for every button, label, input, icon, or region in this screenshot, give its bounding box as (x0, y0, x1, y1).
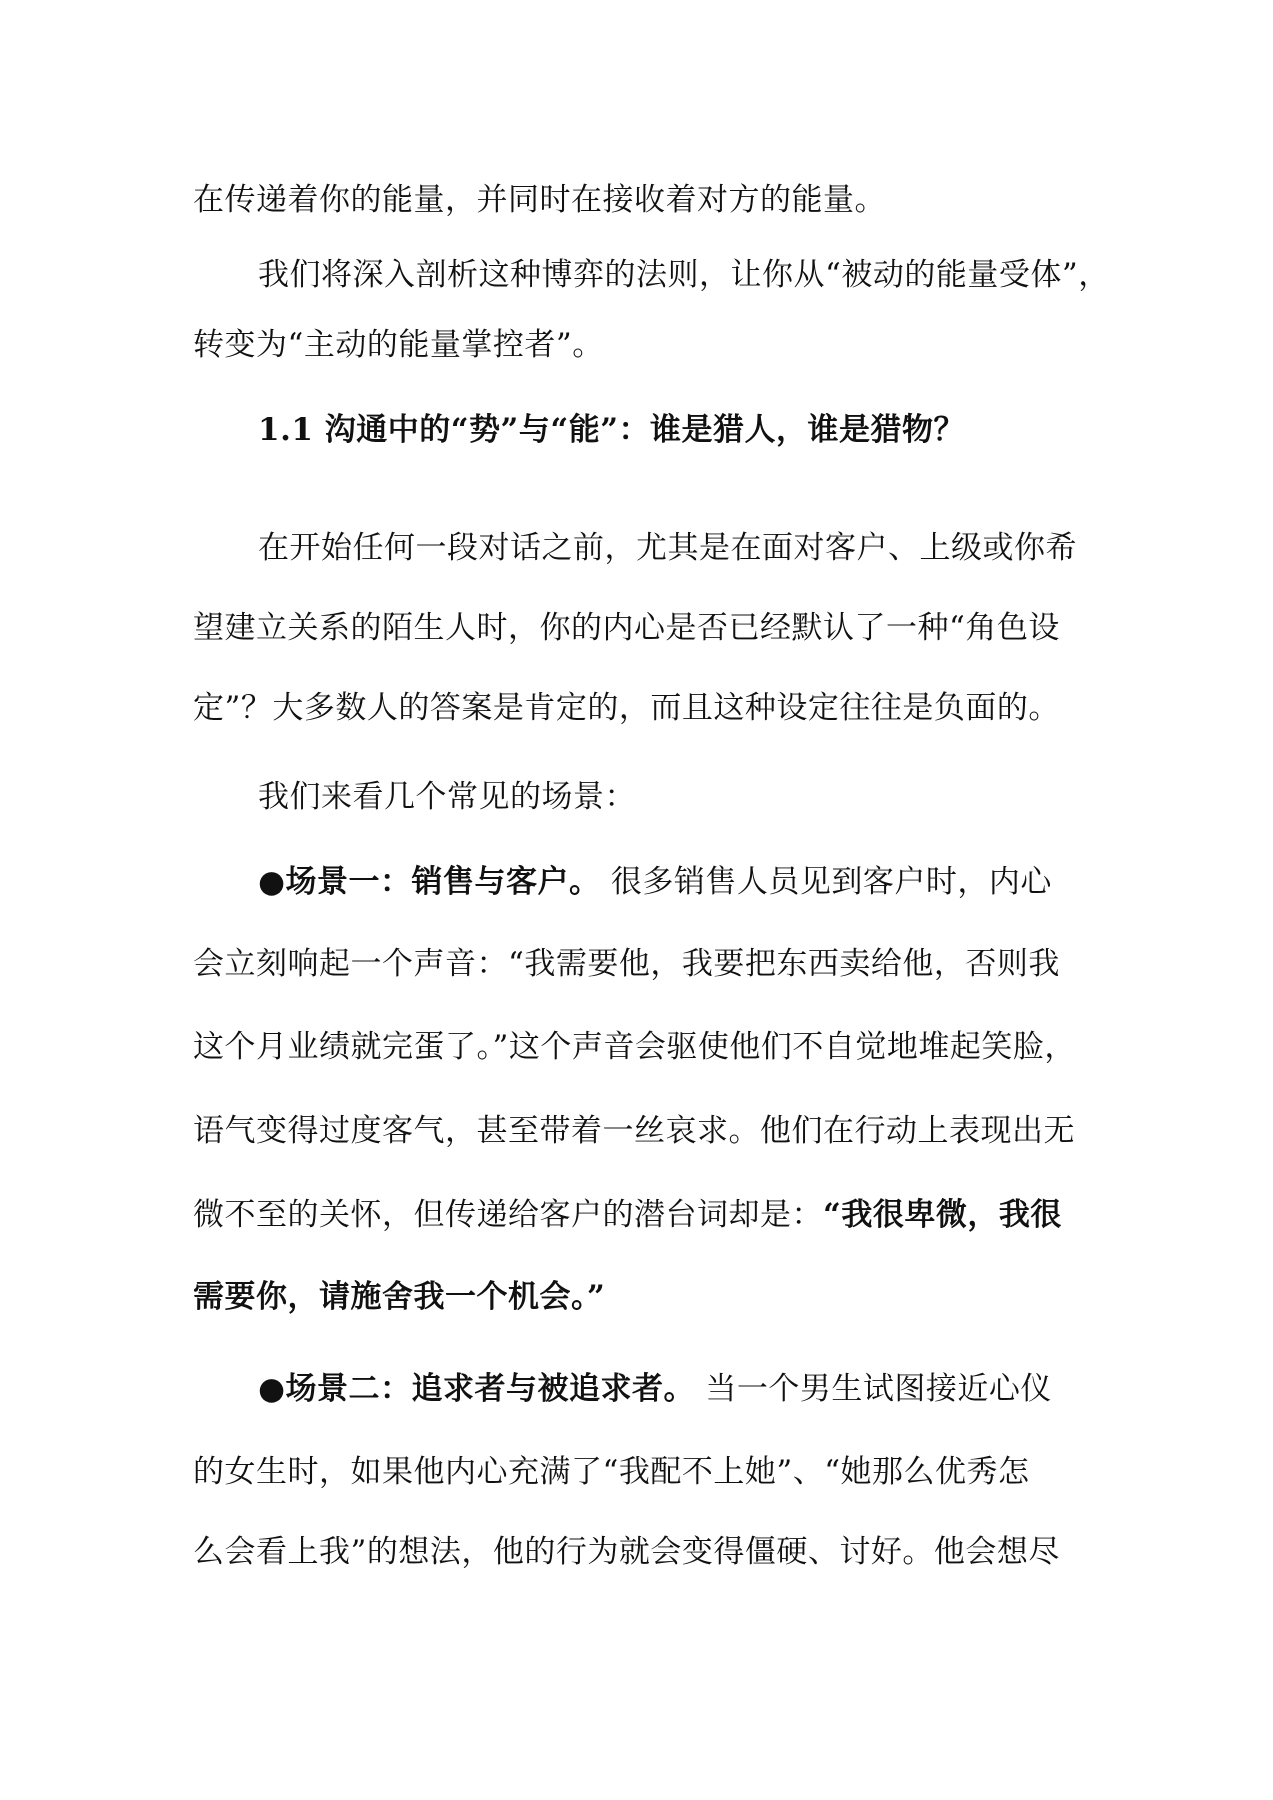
text-segment: 我们将深入剖析这种博弈的法则，让你从“被动的能量受体”， (258, 257, 1110, 293)
text-segment: 的女生时，如果他内心充满了“我配不上她”、“她那么优秀怎 (193, 1454, 1030, 1490)
paragraph-line-6 (193, 608, 1093, 648)
paragraph-line-8 (258, 777, 1158, 817)
paragraph-line-13 (193, 1195, 1093, 1235)
text-segment: 么会看上我”的想法，他的行为就会变得僵硬、讨好。他会想尽 (193, 1534, 1060, 1570)
paragraph-line-1 (193, 180, 1093, 220)
text-segment: 望建立关系的陌生人时，你的内心是否已经默认了一种“角色设 (193, 610, 1060, 646)
text-segment: 微不至的关怀，但传递给客户的潜台词却是： (193, 1197, 823, 1233)
paragraph-line-2 (258, 255, 1158, 295)
paragraph-line-10 (193, 944, 1093, 984)
scene-one-title: ●场景一：销售与客户。 (258, 864, 601, 900)
paragraph-line-17 (193, 1532, 1093, 1572)
scene-two-title: ●场景二：追求者与被追求者。 (258, 1371, 696, 1407)
text-segment: 在开始任何一段对话之前，尤其是在面对客户、上级或你希 (258, 530, 1077, 566)
heading-text: 1.1 沟通中的“势”与“能”：谁是猎人，谁是猎物？ (258, 412, 966, 448)
scene-two-line (258, 1369, 1158, 1409)
paragraph-line-5 (258, 528, 1158, 568)
text-segment: 语气变得过度客气，甚至带着一丝哀求。他们在行动上表现出无 (193, 1113, 1075, 1149)
text-segment: 会立刻响起一个声音：“我需要他，我要把东西卖给他，否则我 (193, 946, 1060, 982)
bold-quote-end: 需要你，请施舍我一个机会。” (193, 1279, 606, 1315)
paragraph-line-16 (193, 1452, 1093, 1492)
text-segment: 定”？大多数人的答案是肯定的，而且这种设定往往是负面的。 (193, 690, 1060, 726)
text-segment: 这个月业绩就完蛋了。”这个声音会驱使他们不自觉地堆起笑脸， (193, 1029, 1076, 1065)
scene-one-line (258, 862, 1158, 902)
paragraph-line-7 (193, 688, 1093, 728)
section-heading (258, 410, 1158, 450)
text-segment: 很多销售人员见到客户时，内心 (600, 864, 1052, 900)
paragraph-line-11 (193, 1027, 1093, 1067)
text-segment: 转变为“主动的能量掌控者”。 (193, 327, 604, 363)
text-segment: 我们来看几个常见的场景： (258, 779, 636, 815)
text-segment: 当一个男生试图接近心仪 (695, 1371, 1052, 1407)
paragraph-line-14 (193, 1277, 1093, 1317)
text-segment: 在传递着你的能量，并同时在接收着对方的能量。 (193, 182, 886, 218)
paragraph-line-12 (193, 1111, 1093, 1151)
paragraph-line-3 (193, 325, 1093, 365)
bold-quote: “我很卑微，我很 (823, 1197, 1062, 1233)
